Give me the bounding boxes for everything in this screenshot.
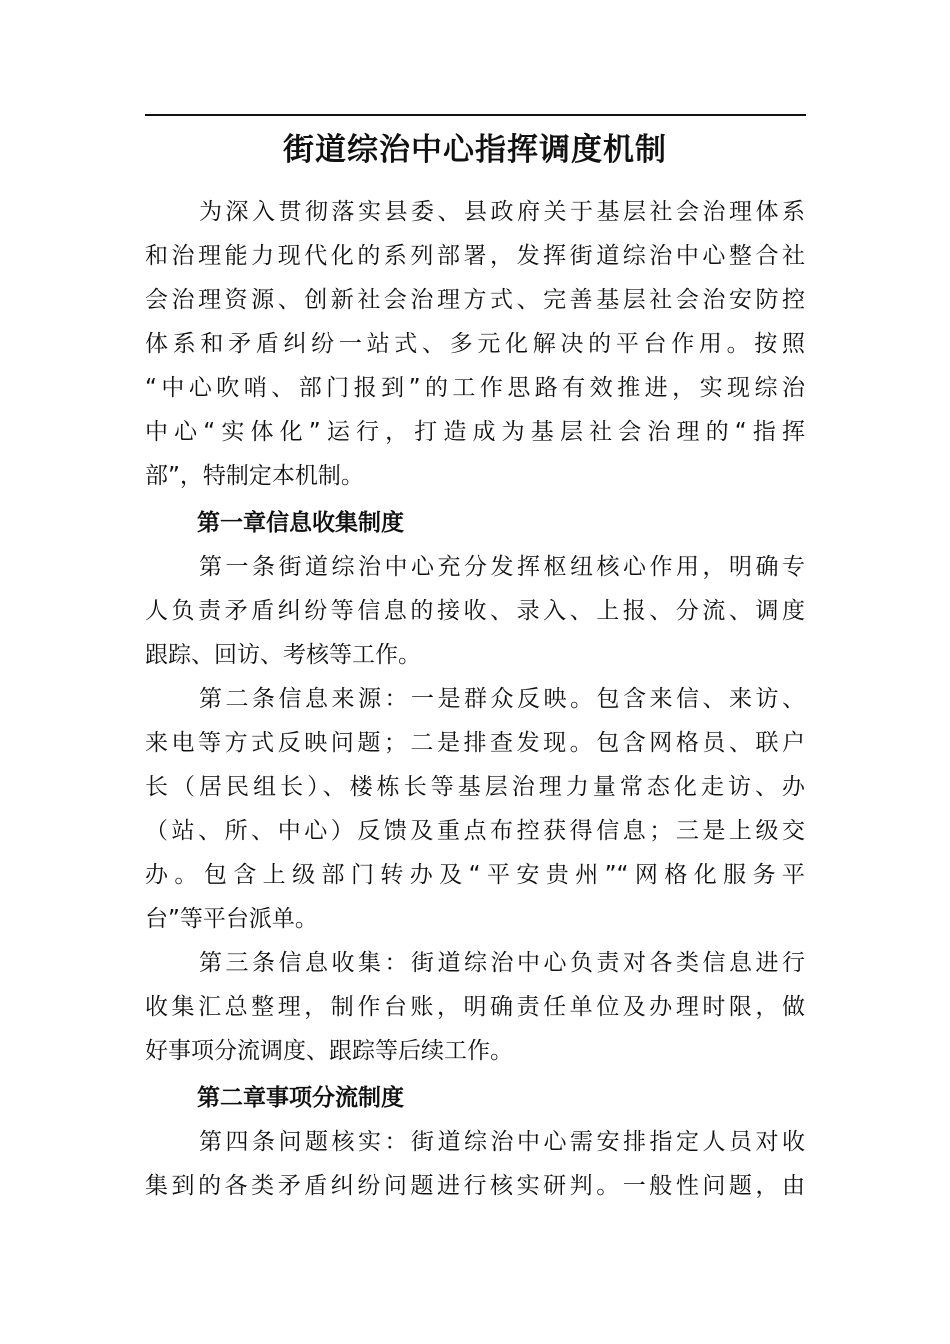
paragraph-line: “中心吹哨、部门报到”的工作思路有效推进，实现综治: [145, 375, 805, 401]
paragraph-line: 和治理能力现代化的系列部署，发挥街道综治中心整合社: [145, 243, 805, 269]
paragraph-line: 中心“实体化”运行，打造成为基层社会治理的“指挥: [145, 419, 805, 445]
paragraph-line: 台”等平台派单。: [145, 906, 318, 932]
paragraph-line: 第三条信息收集：街道综治中心负责对各类信息进行: [199, 950, 805, 976]
paragraph-line: 体系和矛盾纠纷一站式、多元化解决的平台作用。按照: [145, 331, 805, 357]
paragraph-line: 为深入贯彻落实县委、县政府关于基层社会治理体系: [199, 199, 805, 225]
paragraph-line: 好事项分流调度、跟踪等后续工作。: [145, 1038, 513, 1064]
document-title: 街道综治中心指挥调度机制: [283, 132, 667, 168]
paragraph-line: （站、所、中心）反馈及重点布控获得信息；三是上级交: [145, 818, 805, 844]
paragraph-line: 跟踪、回访、考核等工作。: [145, 642, 421, 668]
chapter-heading: 第一章信息收集制度: [197, 510, 404, 536]
paragraph-line: 会治理资源、创新社会治理方式、完善基层社会治安防控: [145, 287, 805, 313]
paragraph-line: 第四条问题核实：街道综治中心需安排指定人员对收: [199, 1129, 805, 1155]
paragraph-line: 来电等方式反映问题；二是排查发现。包含网格员、联户: [145, 730, 805, 756]
paragraph-line: 部”，特制定本机制。: [145, 463, 364, 489]
chapter-heading: 第二章事项分流制度: [197, 1085, 404, 1111]
paragraph-line: 第二条信息来源：一是群众反映。包含来信、来访、: [199, 686, 805, 712]
paragraph-line: 长（居民组长）、楼栋长等基层治理力量常态化走访、办: [145, 774, 805, 800]
paragraph-line: 第一条街道综治中心充分发挥枢纽核心作用，明确专: [199, 554, 805, 580]
paragraph-line: 人负责矛盾纠纷等信息的接收、录入、上报、分流、调度: [145, 598, 805, 624]
paragraph-line: 集到的各类矛盾纠纷问题进行核实研判。一般性问题，由: [145, 1173, 805, 1199]
paragraph-line: 办。包含上级部门转办及“平安贵州”“网格化服务平: [145, 862, 805, 888]
paragraph-line: 收集汇总整理，制作台账，明确责任单位及办理时限，做: [145, 994, 805, 1020]
document-body: [145, 190, 805, 1208]
header-rule: [145, 114, 806, 116]
